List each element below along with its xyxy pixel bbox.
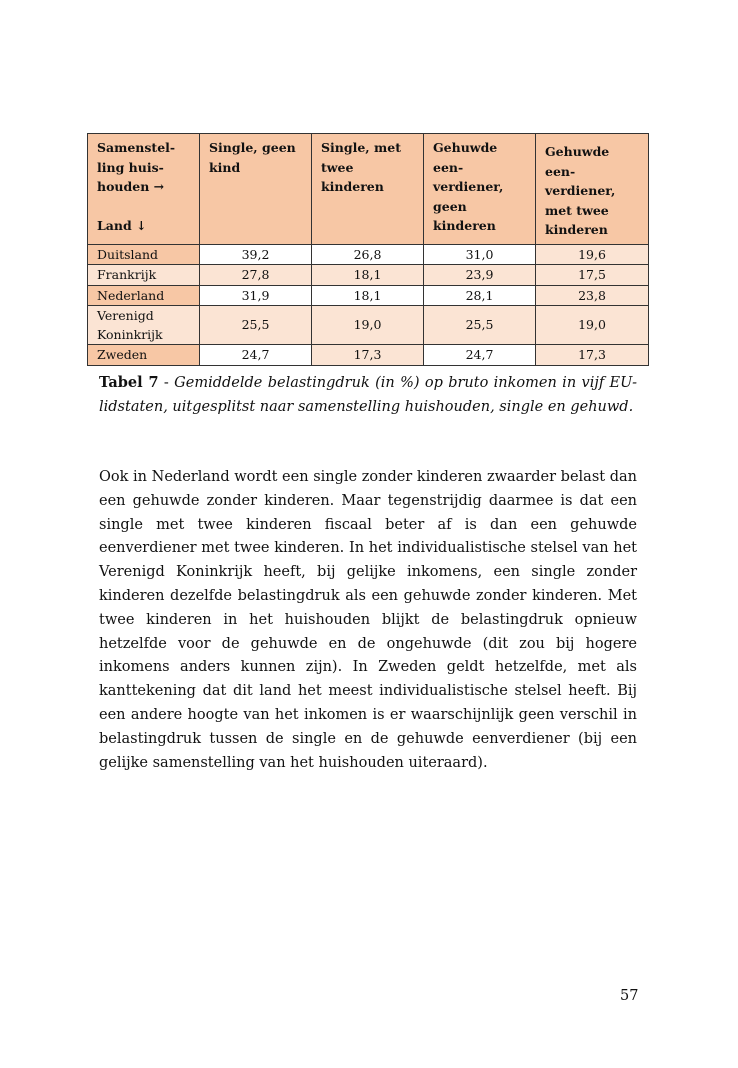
header-married-single-earner-two-children: Gehuwde een- verdiener, met twee kinderen (536, 134, 649, 245)
cell-value: 24,7 (424, 345, 536, 366)
header-single-two-children: Single, met twee kinderen (312, 134, 424, 245)
row-country: Verenigd Koninkrijk (88, 306, 200, 345)
cell-value: 18,1 (312, 285, 424, 306)
cell-value: 23,9 (424, 265, 536, 286)
cell-value: 19,0 (536, 306, 649, 345)
cell-value: 27,8 (200, 265, 312, 286)
caption-label: Tabel 7 (99, 374, 159, 391)
table-row (88, 345, 649, 366)
table-row (88, 285, 649, 306)
cell-value: 31,0 (424, 244, 536, 265)
tax-burden-table (87, 133, 649, 366)
header-single-no-child: Single, geen kind (200, 134, 312, 245)
cell-value: 19,0 (312, 306, 424, 345)
cell-value: 19,6 (536, 244, 649, 265)
row-country: Frankrijk (88, 265, 200, 286)
cell-value: 17,3 (312, 345, 424, 366)
header-married-single-earner-no-children: Gehuwde een- verdiener, geen kinderen (424, 134, 536, 245)
cell-value: 31,9 (200, 285, 312, 306)
cell-value: 25,5 (200, 306, 312, 345)
cell-value: 28,1 (424, 285, 536, 306)
cell-value: 18,1 (312, 265, 424, 286)
row-country: Zweden (88, 345, 200, 366)
cell-value: 26,8 (312, 244, 424, 265)
cell-value: 23,8 (536, 285, 649, 306)
table-header-row (88, 134, 649, 245)
table-caption (99, 371, 637, 419)
body-paragraph: Ook in Nederland wordt een single zonder kinderen zwaarder belast dan een gehuwde zonder kinderen. Maar tegenstrijdig daarmee is dat een single met twee kinderen fiscaal beter af is dan een gehuwde eenverdiener met twee kinderen. In het individualistische stelsel van het Verenigd Koninkrijk heeft, bij gelijke inkomens, een single zonder kinderen dezelfde belastingdruk als een gehuwde zonder kinderen. Met twee kinderen in het huishouden blijkt de belastingdruk opnieuw hetzelfde voor de gehuwde en de ongehuwde (dit zou bij hogere inkomens anders kunnen zijn). In Zweden geldt hetzelfde, met als kanttekening dat dit land het meest individualistische stelsel heeft. Bij een andere hoogte van het inkomen is er waarschijnlijk geen verschil in belastingdruk tussen de single en de gehuwde eenverdiener (bij een gelijke samenstelling van het huishouden uiteraard). (99, 469, 637, 771)
caption-separator: - (158, 375, 175, 391)
cell-value: 17,3 (536, 345, 649, 366)
cell-value: 25,5 (424, 306, 536, 345)
cell-value: 17,5 (536, 265, 649, 286)
caption-text: Gemiddelde belastingdruk (in %) op bruto inkomen in vijf EU-lidstaten, uitgesplitst naar samenstelling huishouden, single en gehuwd. (99, 375, 638, 415)
row-country: Nederland (88, 285, 200, 306)
header-household-land: Samenstel- ling huis- houden → Land ↓ (88, 134, 200, 245)
table-row (88, 244, 649, 265)
cell-value: 39,2 (200, 244, 312, 265)
row-country: Duitsland (88, 244, 200, 265)
cell-value: 24,7 (200, 345, 312, 366)
table-row (88, 265, 649, 286)
tax-burden-table-wrapper (87, 133, 648, 366)
table-row (88, 306, 649, 345)
page-number: 57 (620, 988, 639, 1004)
